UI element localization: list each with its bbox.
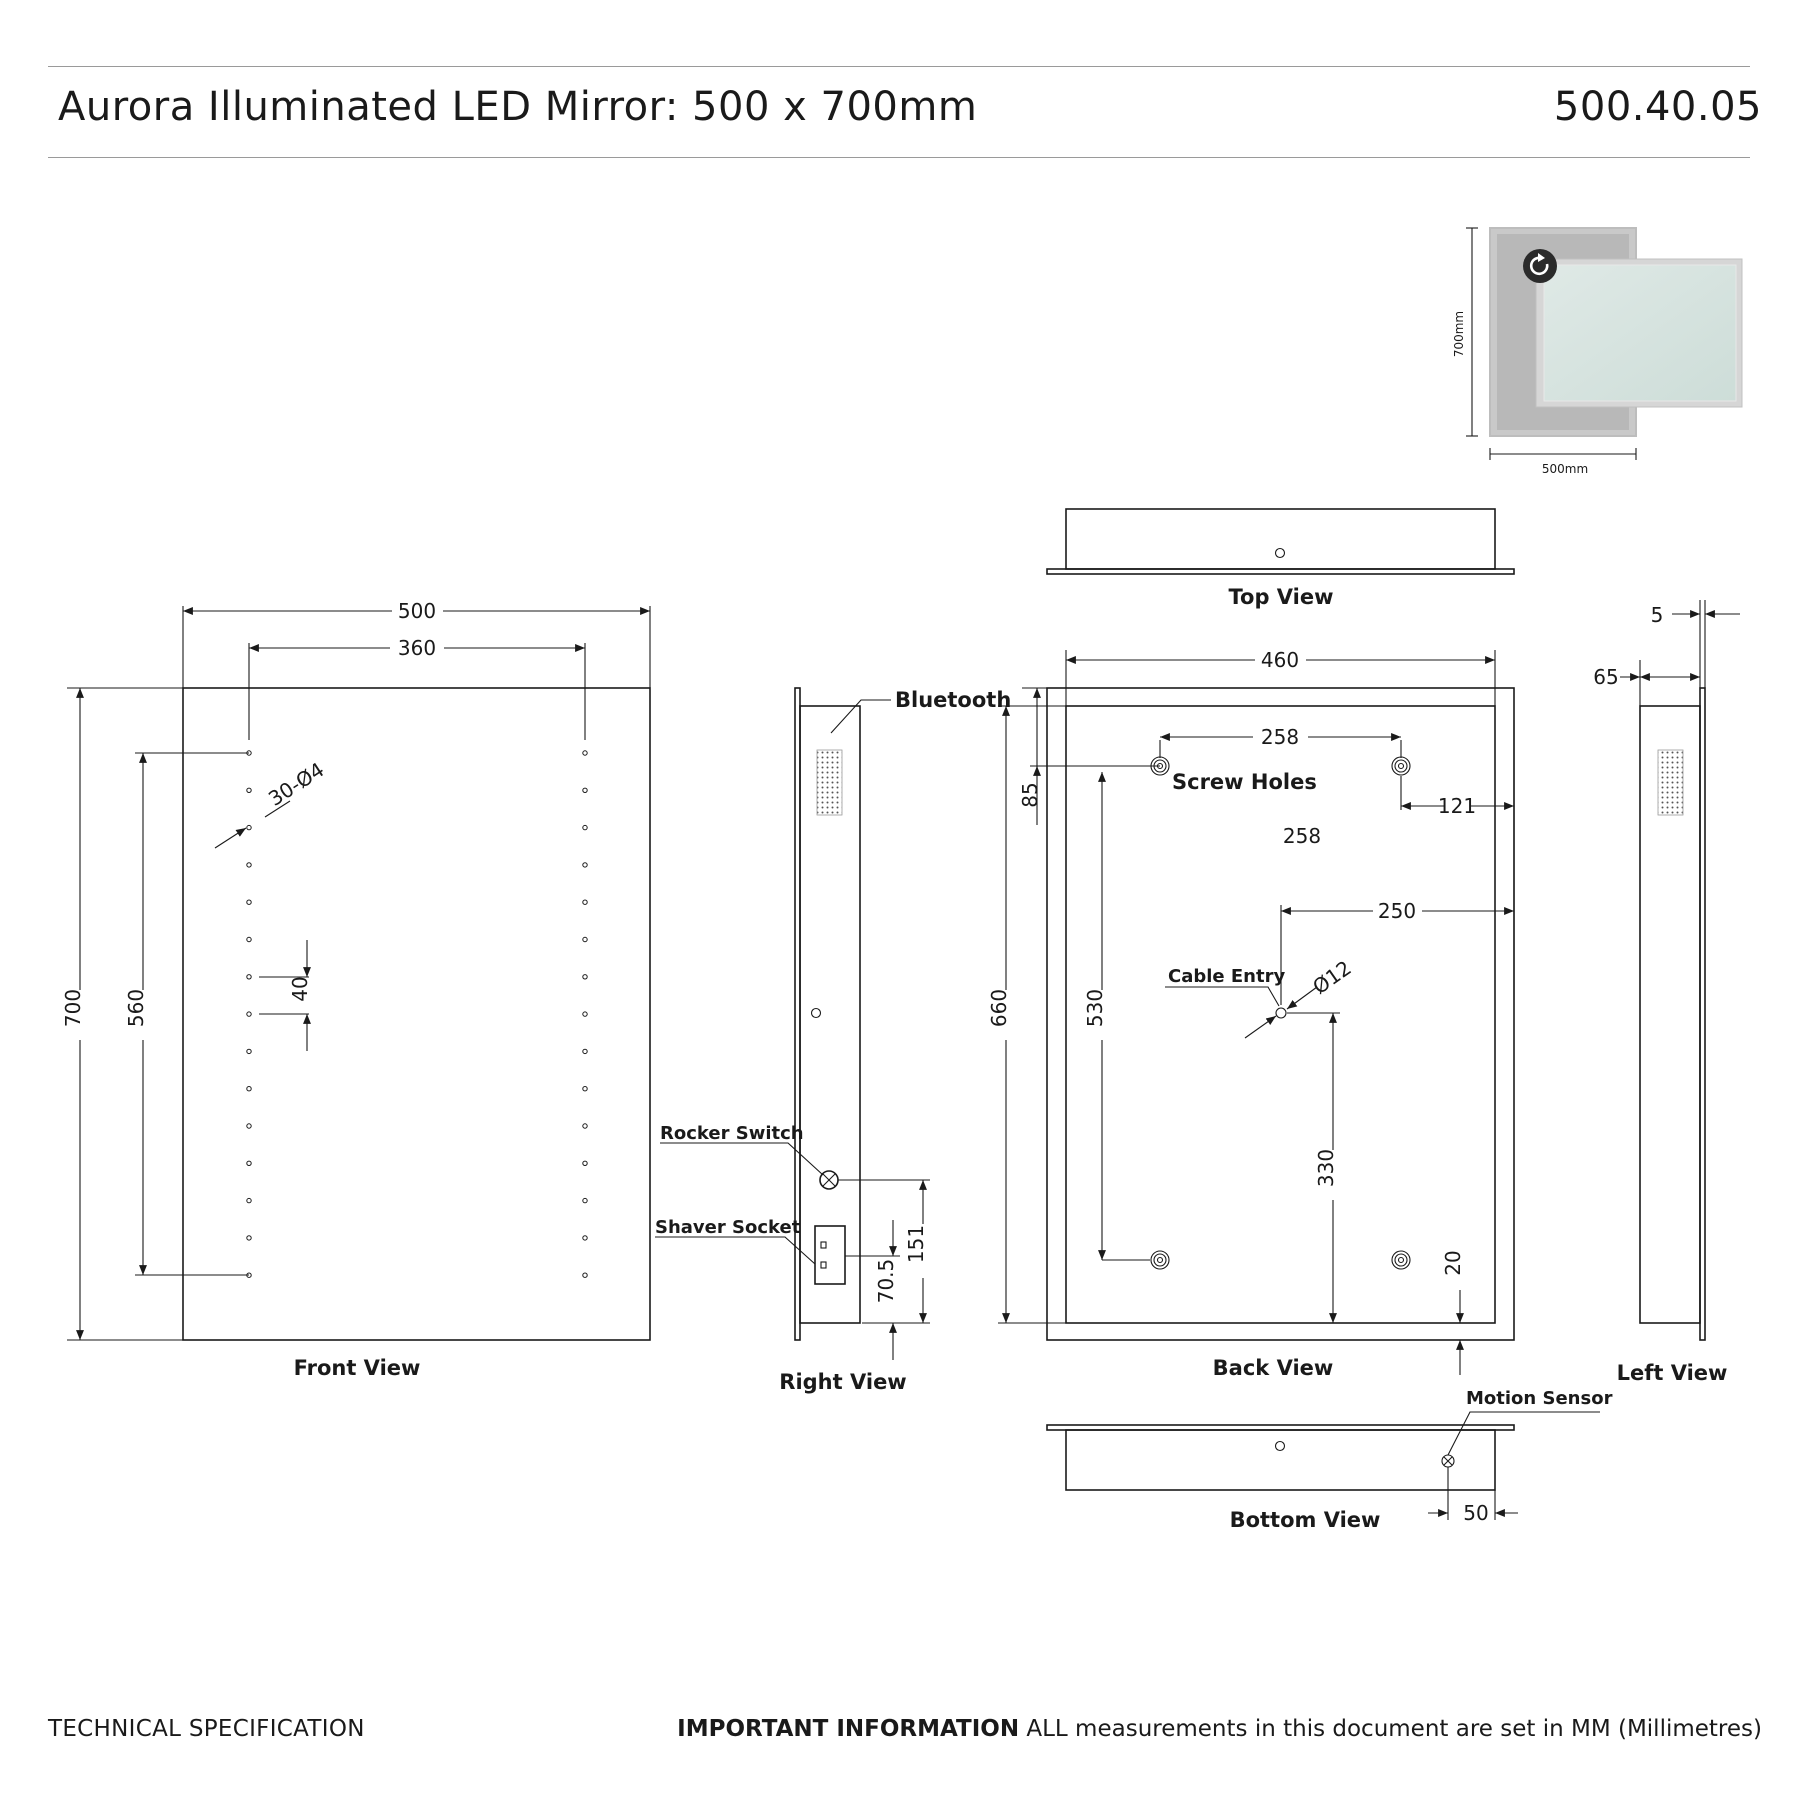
screw-hole-ring (1154, 1254, 1166, 1266)
led-hole-marker (583, 1236, 587, 1240)
led-hole-marker (583, 1087, 587, 1091)
cable-entry-label: Cable Entry (1168, 966, 1286, 987)
led-hole-marker (583, 751, 587, 755)
dim-back-top-offset: 85 (1018, 782, 1042, 808)
led-hole-marker (247, 1124, 251, 1128)
dim-front-height: 700 (61, 988, 85, 1028)
led-hole-marker (583, 937, 587, 941)
thumbnail-width-label: 500mm (1541, 462, 1589, 476)
left-view (1593, 600, 1740, 1385)
cable-entry-hole (1276, 1008, 1286, 1018)
led-hole-marker (247, 1087, 251, 1091)
led-hole-marker (247, 788, 251, 792)
dim-socket-height: 70.5 (874, 1258, 898, 1304)
dim-cable-diameter: Ø12 (1308, 955, 1356, 999)
footer-technical-specification: TECHNICAL SPECIFICATION (48, 1716, 365, 1742)
led-hole-marker (247, 1049, 251, 1053)
bluetooth-speaker-grill (817, 750, 842, 815)
shaver-socket-label: Shaver Socket (655, 1217, 801, 1238)
footer-note: ALL measurements in this document are set in MM (Millimetres) (1019, 1716, 1762, 1742)
led-hole-marker (247, 863, 251, 867)
dim-front-hole-span: 560 (124, 988, 148, 1028)
led-hole-marker (583, 1049, 587, 1053)
top-view-label: Top View (1228, 585, 1334, 609)
dim-screw-side-offset: 121 (1437, 794, 1477, 818)
back-view (987, 648, 1514, 1380)
left-speaker-grill (1658, 750, 1683, 815)
led-hole-marker (247, 1161, 251, 1165)
rocker-switch-label: Rocker Switch (660, 1123, 804, 1144)
back-view-label: Back View (1212, 1356, 1334, 1380)
dim-depth-total: 65 (1593, 665, 1619, 689)
led-hole-marker (247, 825, 251, 829)
dim-back-height: 660 (987, 988, 1011, 1028)
rocker-switch-symbol (820, 1171, 838, 1189)
screw-hole-ring (1399, 764, 1404, 769)
screw-hole-ring (1395, 760, 1407, 772)
led-hole-marker (247, 1012, 251, 1016)
led-hole-marker (247, 937, 251, 941)
led-hole-marker (583, 1124, 587, 1128)
bottom-view-label: Bottom View (1229, 1508, 1381, 1532)
front-view-label: Front View (293, 1356, 421, 1380)
dim-switch-height: 151 (904, 1224, 928, 1264)
front-view (61, 599, 650, 1380)
screw-holes (1151, 757, 1410, 1269)
dim-screw-span-h: 258 (1260, 725, 1300, 749)
led-hole-marker (583, 863, 587, 867)
footer-important-heading: IMPORTANT INFORMATION (677, 1716, 1020, 1742)
dim-front-holes: 30-Ø4 (264, 757, 329, 811)
shaver-socket-symbol (815, 1226, 845, 1284)
dim-cable-height: 330 (1314, 1148, 1338, 1188)
dim-front-width: 500 (397, 599, 437, 623)
led-hole-marker (247, 1236, 251, 1240)
led-hole-marker (247, 900, 251, 904)
right-view (655, 688, 1011, 1394)
dim-depth-front: 5 (1650, 603, 1664, 627)
led-hole-marker (583, 975, 587, 979)
led-hole-marker (583, 788, 587, 792)
bottom-view (1047, 1388, 1613, 1532)
screw-hole-ring (1395, 1254, 1407, 1266)
page-title: Aurora Illuminated LED Mirror: 500 x 700mm (58, 84, 978, 130)
dim-front-inner-width: 360 (397, 636, 437, 660)
dim-cable-offset: 250 (1377, 899, 1417, 923)
motion-sensor-label: Motion Sensor (1466, 1388, 1613, 1409)
led-hole-marker (583, 900, 587, 904)
thumbnail-height-label: 700mm (1452, 310, 1466, 358)
led-hole-marker (583, 1012, 587, 1016)
dim-sensor-offset: 50 (1463, 1501, 1489, 1525)
top-view (1047, 509, 1514, 609)
led-hole-marker (583, 825, 587, 829)
led-hole-marker (583, 1198, 587, 1202)
dim-back-width: 460 (1260, 648, 1300, 672)
screw-holes-label: Screw Holes (1172, 770, 1317, 794)
screw-hole-ring (1158, 1258, 1163, 1263)
right-view-label: Right View (779, 1370, 907, 1394)
led-hole-marker (583, 1273, 587, 1277)
motion-sensor-symbol (1442, 1455, 1454, 1467)
led-hole-marker (583, 1161, 587, 1165)
led-hole-marker (247, 975, 251, 979)
dim-front-hole-pitch: 40 (288, 976, 312, 1002)
dim-screw-span-v-label: 258 (1282, 824, 1322, 848)
dim-screw-span-v: 530 (1083, 988, 1107, 1028)
rotate-icon[interactable] (1523, 249, 1557, 283)
thumbnail-preview (1452, 228, 1742, 476)
screw-hole-ring (1399, 1258, 1404, 1263)
bluetooth-label: Bluetooth (895, 688, 1012, 712)
product-code: 500.40.05 (1553, 84, 1762, 130)
left-view-label: Left View (1616, 1361, 1728, 1385)
dim-bottom-offset: 20 (1441, 1250, 1465, 1276)
footer-important-information (677, 1716, 1762, 1742)
led-hole-marker (247, 1198, 251, 1202)
